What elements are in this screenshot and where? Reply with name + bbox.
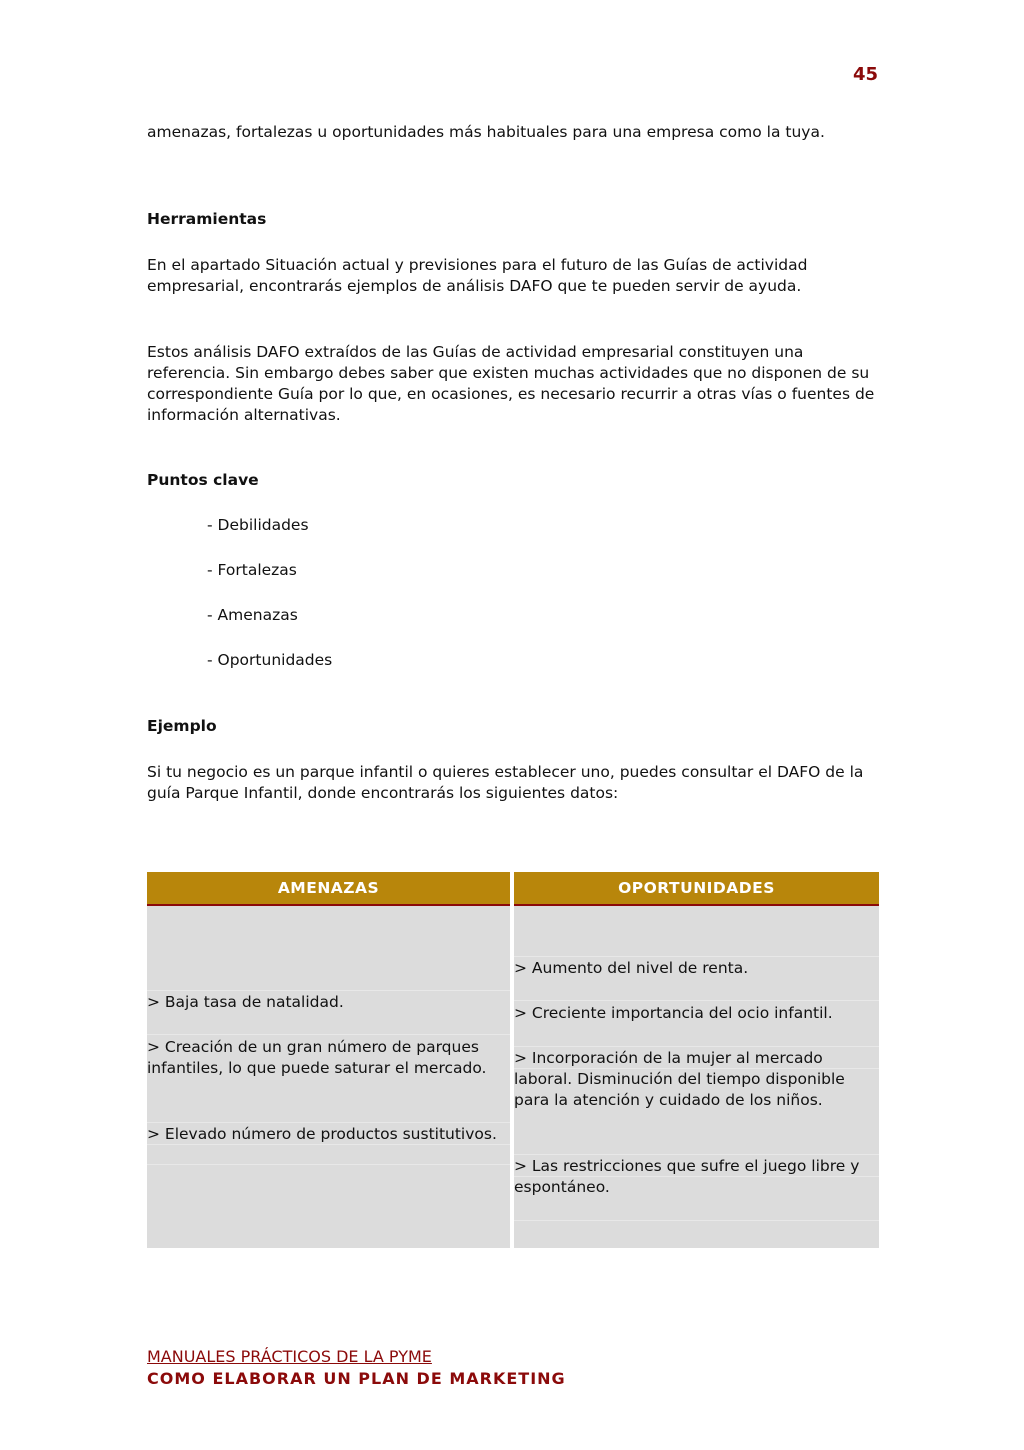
oportunidad-item: > Las restricciones que sufre el juego libre y espontáneo. [514, 1157, 860, 1196]
oportunidades-column [514, 872, 879, 1248]
page-number: 45 [852, 64, 878, 85]
amenazas-header: AMENAZAS [147, 872, 510, 906]
oportunidades-body [514, 906, 879, 1248]
amenaza-item: > Baja tasa de natalidad. [147, 993, 344, 1011]
oportunidad-item: > Incorporación de la mujer al mercado laboral. Disminución del tiempo disponible para la atención y cuidado de los niños. [514, 1049, 845, 1109]
heading-puntos-clave: Puntos clave [147, 471, 259, 489]
amenaza-item: > Creación de un gran número de parques infantiles, lo que puede saturar el mercado. [147, 1038, 487, 1077]
herramientas-paragraph-2: Estos análisis DAFO extraídos de las Guías de actividad empresarial constituyen una referencia. Sin embargo debes saber que existen muchas actividades que no disponen de su correspondiente Guía por lo que, en ocasiones, es necesario recurrir a otras vías o fuentes de información alternativas. [147, 343, 875, 424]
amenaza-item: > Elevado número de productos sustitutivos. [147, 1125, 497, 1143]
heading-herramientas: Herramientas [147, 210, 267, 228]
footer-series-link[interactable]: MANUALES PRÁCTICOS DE LA PYME [147, 1347, 432, 1366]
oportunidad-item: > Aumento del nivel de renta. [514, 959, 749, 977]
herramientas-paragraph-1: En el apartado Situación actual y previsiones para el futuro de las Guías de actividad empresarial, encontrarás ejemplos de análisis DAFO que te pueden servir de ayuda. [147, 256, 808, 295]
list-item-amenazas: - Amenazas [207, 606, 298, 624]
footer-title: COMO ELABORAR UN PLAN DE MARKETING [147, 1369, 566, 1388]
oportunidad-item: > Creciente importancia del ocio infantil. [514, 1004, 833, 1022]
amenazas-column [147, 872, 510, 1248]
list-item-debilidades: - Debilidades [207, 516, 309, 534]
heading-ejemplo: Ejemplo [147, 717, 217, 735]
list-item-oportunidades: - Oportunidades [207, 651, 333, 669]
intro-paragraph: amenazas, fortalezas u oportunidades más habituales para una empresa como la tuya. [147, 123, 825, 141]
amenazas-body [147, 906, 510, 1248]
list-item-fortalezas: - Fortalezas [207, 561, 297, 579]
oportunidades-header: OPORTUNIDADES [514, 872, 879, 906]
dafo-table [147, 872, 879, 1248]
ejemplo-paragraph: Si tu negocio es un parque infantil o quieres establecer uno, puedes consultar el DAFO de la guía Parque Infantil, donde encontrarás los siguientes datos: [147, 763, 864, 802]
footer [147, 1346, 566, 1390]
